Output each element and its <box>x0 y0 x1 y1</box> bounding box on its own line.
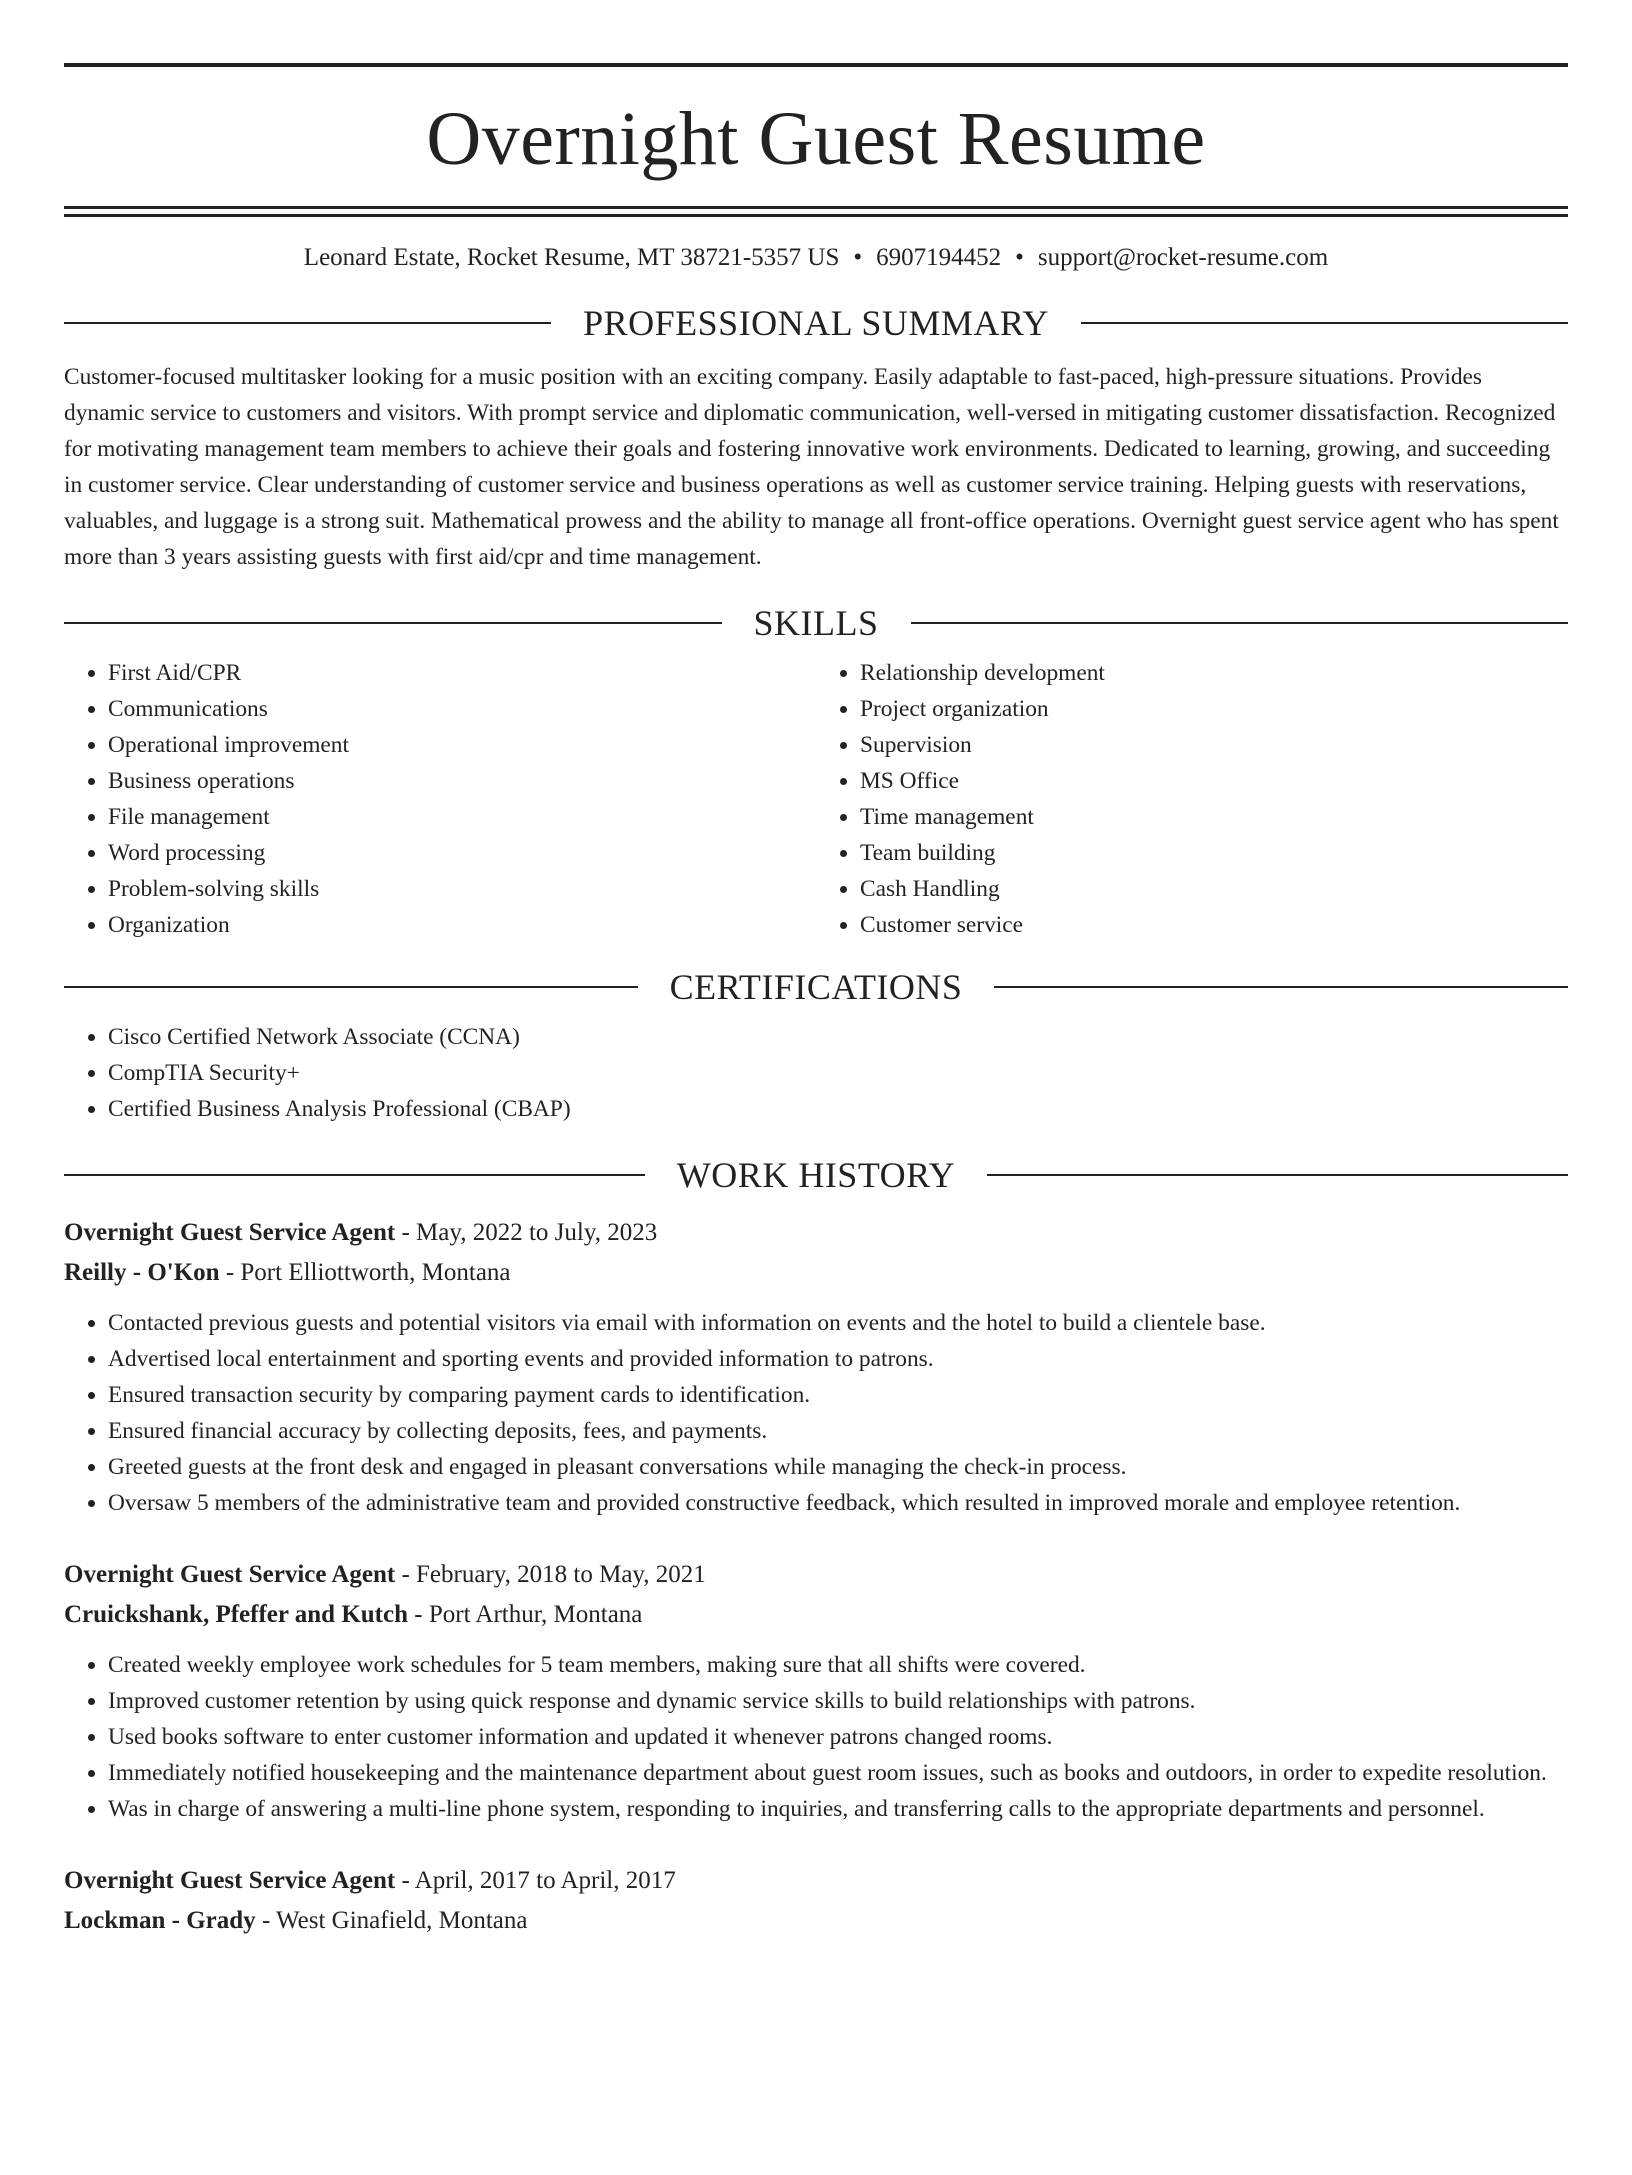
job-bullet: • Advertised local entertainment and sporting events and provided information to patrons. <box>108 1341 1568 1377</box>
job-bullets <box>64 1647 1568 1827</box>
job-dates: - April, 2017 to April, 2017 <box>395 1867 676 1894</box>
job-title: Overnight Guest Service Agent <box>64 1219 396 1246</box>
skill-item: • Customer service <box>860 907 1568 943</box>
certifications-section-title: CERTIFICATIONS <box>669 967 963 1007</box>
job-title-line <box>64 1213 1568 1253</box>
skill-item: • Cash Handling <box>860 871 1568 907</box>
job-employer-line <box>64 1595 1568 1635</box>
certifications-list <box>64 1019 1568 1127</box>
contact-separator: • <box>1015 244 1024 271</box>
resume-title: Overnight Guest Resume <box>426 97 1206 181</box>
contact-separator: • <box>853 244 863 271</box>
skill-item: • Business operations <box>108 763 816 799</box>
skills-columns <box>64 655 1568 943</box>
section-rule <box>64 986 638 988</box>
job-location: - West Ginafield, Montana <box>255 1907 528 1934</box>
contact-phone: 6907194452 <box>876 244 1002 271</box>
contact-email: support@rocket-resume.com <box>1037 244 1329 271</box>
skill-item: • Project organization <box>860 691 1568 727</box>
skill-item: • Relationship development <box>860 655 1568 691</box>
job-employer: Lockman - Grady <box>64 1907 256 1934</box>
job-dates: - May, 2022 to July, 2023 <box>395 1219 658 1246</box>
job-bullet: • Greeted guests at the front desk and engaged in pleasant conversations while managing the check-in process. <box>108 1449 1568 1485</box>
section-rule <box>1081 322 1568 324</box>
job-title: Overnight Guest Service Agent <box>64 1561 396 1588</box>
job-employer: Cruickshank, Pfeffer and Kutch <box>64 1601 409 1628</box>
section-rule <box>64 1174 645 1176</box>
work-history-list <box>64 1213 1568 1941</box>
job-bullet: • Used books software to enter customer information and updated it whenever patrons changed rooms. <box>108 1719 1568 1755</box>
skills-list-left <box>64 655 816 943</box>
skill-item: • Word processing <box>108 835 816 871</box>
section-rule <box>987 1174 1568 1176</box>
contact-address: Leonard Estate, Rocket Resume, MT 38721-5357 US <box>303 244 840 271</box>
job-location: - Port Arthur, Montana <box>408 1601 643 1628</box>
job-dates: - February, 2018 to May, 2021 <box>395 1561 706 1588</box>
job-bullet: • Ensured financial accuracy by collecting deposits, fees, and payments. <box>108 1413 1568 1449</box>
skill-item: • MS Office <box>860 763 1568 799</box>
skill-item: • Problem-solving skills <box>108 871 816 907</box>
skill-item: • Operational improvement <box>108 727 816 763</box>
resume-page <box>0 63 1632 2175</box>
job-entry <box>64 1555 1568 1827</box>
job-bullet: • Created weekly employee work schedules for 5 team members, making sure that all shifts were covered. <box>108 1647 1568 1683</box>
skills-section-header <box>64 603 1568 643</box>
skills-list-right <box>816 655 1568 943</box>
certification-item: • Certified Business Analysis Professional (CBAP) <box>108 1091 1568 1127</box>
summary-text: Customer-focused multitasker looking for a music position with an exciting company. Easily adaptable to fast-paced, high-pressure situations. Provides dynamic service to customers and visitors. With prompt service and diplomatic communication, well-versed in mitigating customer dissatisfaction. Recognized for motivating management team members to achieve their goals and fostering innovative work environments. Dedicated to learning, growing, and succeeding in customer service. Clear understanding of customer service and business operations as well as customer service training. Helping guests with reservations, valuables, and luggage is a strong suit. Mathematical prowess and the ability to manage all front-office operations. Overnight guest service agent who has spent more than 3 years assisting guests with first aid/cpr and time management. <box>64 364 1559 570</box>
certification-item: • Cisco Certified Network Associate (CCNA) <box>108 1019 1568 1055</box>
job-employer-line <box>64 1901 1568 1941</box>
job-bullet: • Oversaw 5 members of the administrative team and provided constructive feedback, which resulted in improved morale and employee retention. <box>108 1485 1568 1521</box>
skill-item: • File management <box>108 799 816 835</box>
job-bullet: • Contacted previous guests and potential visitors via email with information on events and the hotel to build a clientele base. <box>108 1305 1568 1341</box>
skills-section-title: SKILLS <box>753 603 879 643</box>
contact-line <box>64 243 1568 273</box>
job-bullet: • Was in charge of answering a multi-line phone system, responding to inquiries, and transferring calls to the appropriate departments and personnel. <box>108 1791 1568 1827</box>
job-title-line <box>64 1555 1568 1595</box>
skill-item: • Communications <box>108 691 816 727</box>
skill-item: • Organization <box>108 907 816 943</box>
summary-section-header <box>64 303 1568 343</box>
job-entry <box>64 1861 1568 1941</box>
certifications-section-header <box>64 967 1568 1007</box>
certification-item: • CompTIA Security+ <box>108 1055 1568 1091</box>
job-bullets <box>64 1305 1568 1521</box>
skill-item: • Supervision <box>860 727 1568 763</box>
work-history-section-title: WORK HISTORY <box>676 1155 956 1195</box>
section-rule <box>64 622 722 624</box>
section-rule <box>911 622 1569 624</box>
job-title: Overnight Guest Service Agent <box>64 1867 396 1894</box>
top-rule <box>64 63 1568 67</box>
job-location: - Port Elliottworth, Montana <box>219 1259 511 1286</box>
skill-item: • Team building <box>860 835 1568 871</box>
section-rule <box>994 986 1568 988</box>
title-double-rule <box>64 206 1568 217</box>
job-title-line <box>64 1861 1568 1901</box>
skill-item: • First Aid/CPR <box>108 655 816 691</box>
skill-item: • Time management <box>860 799 1568 835</box>
job-employer-line <box>64 1253 1568 1293</box>
job-entry <box>64 1213 1568 1521</box>
job-bullet: • Ensured transaction security by comparing payment cards to identification. <box>108 1377 1568 1413</box>
job-bullet: • Immediately notified housekeeping and the maintenance department about guest room issues, such as books and outdoors, in order to expedite resolution. <box>108 1755 1568 1791</box>
summary-section-title: PROFESSIONAL SUMMARY <box>583 303 1049 343</box>
section-rule <box>64 322 551 324</box>
job-bullet: • Improved customer retention by using quick response and dynamic service skills to build relationships with patrons. <box>108 1683 1568 1719</box>
job-employer: Reilly - O'Kon <box>64 1259 220 1286</box>
work-history-section-header <box>64 1155 1568 1195</box>
